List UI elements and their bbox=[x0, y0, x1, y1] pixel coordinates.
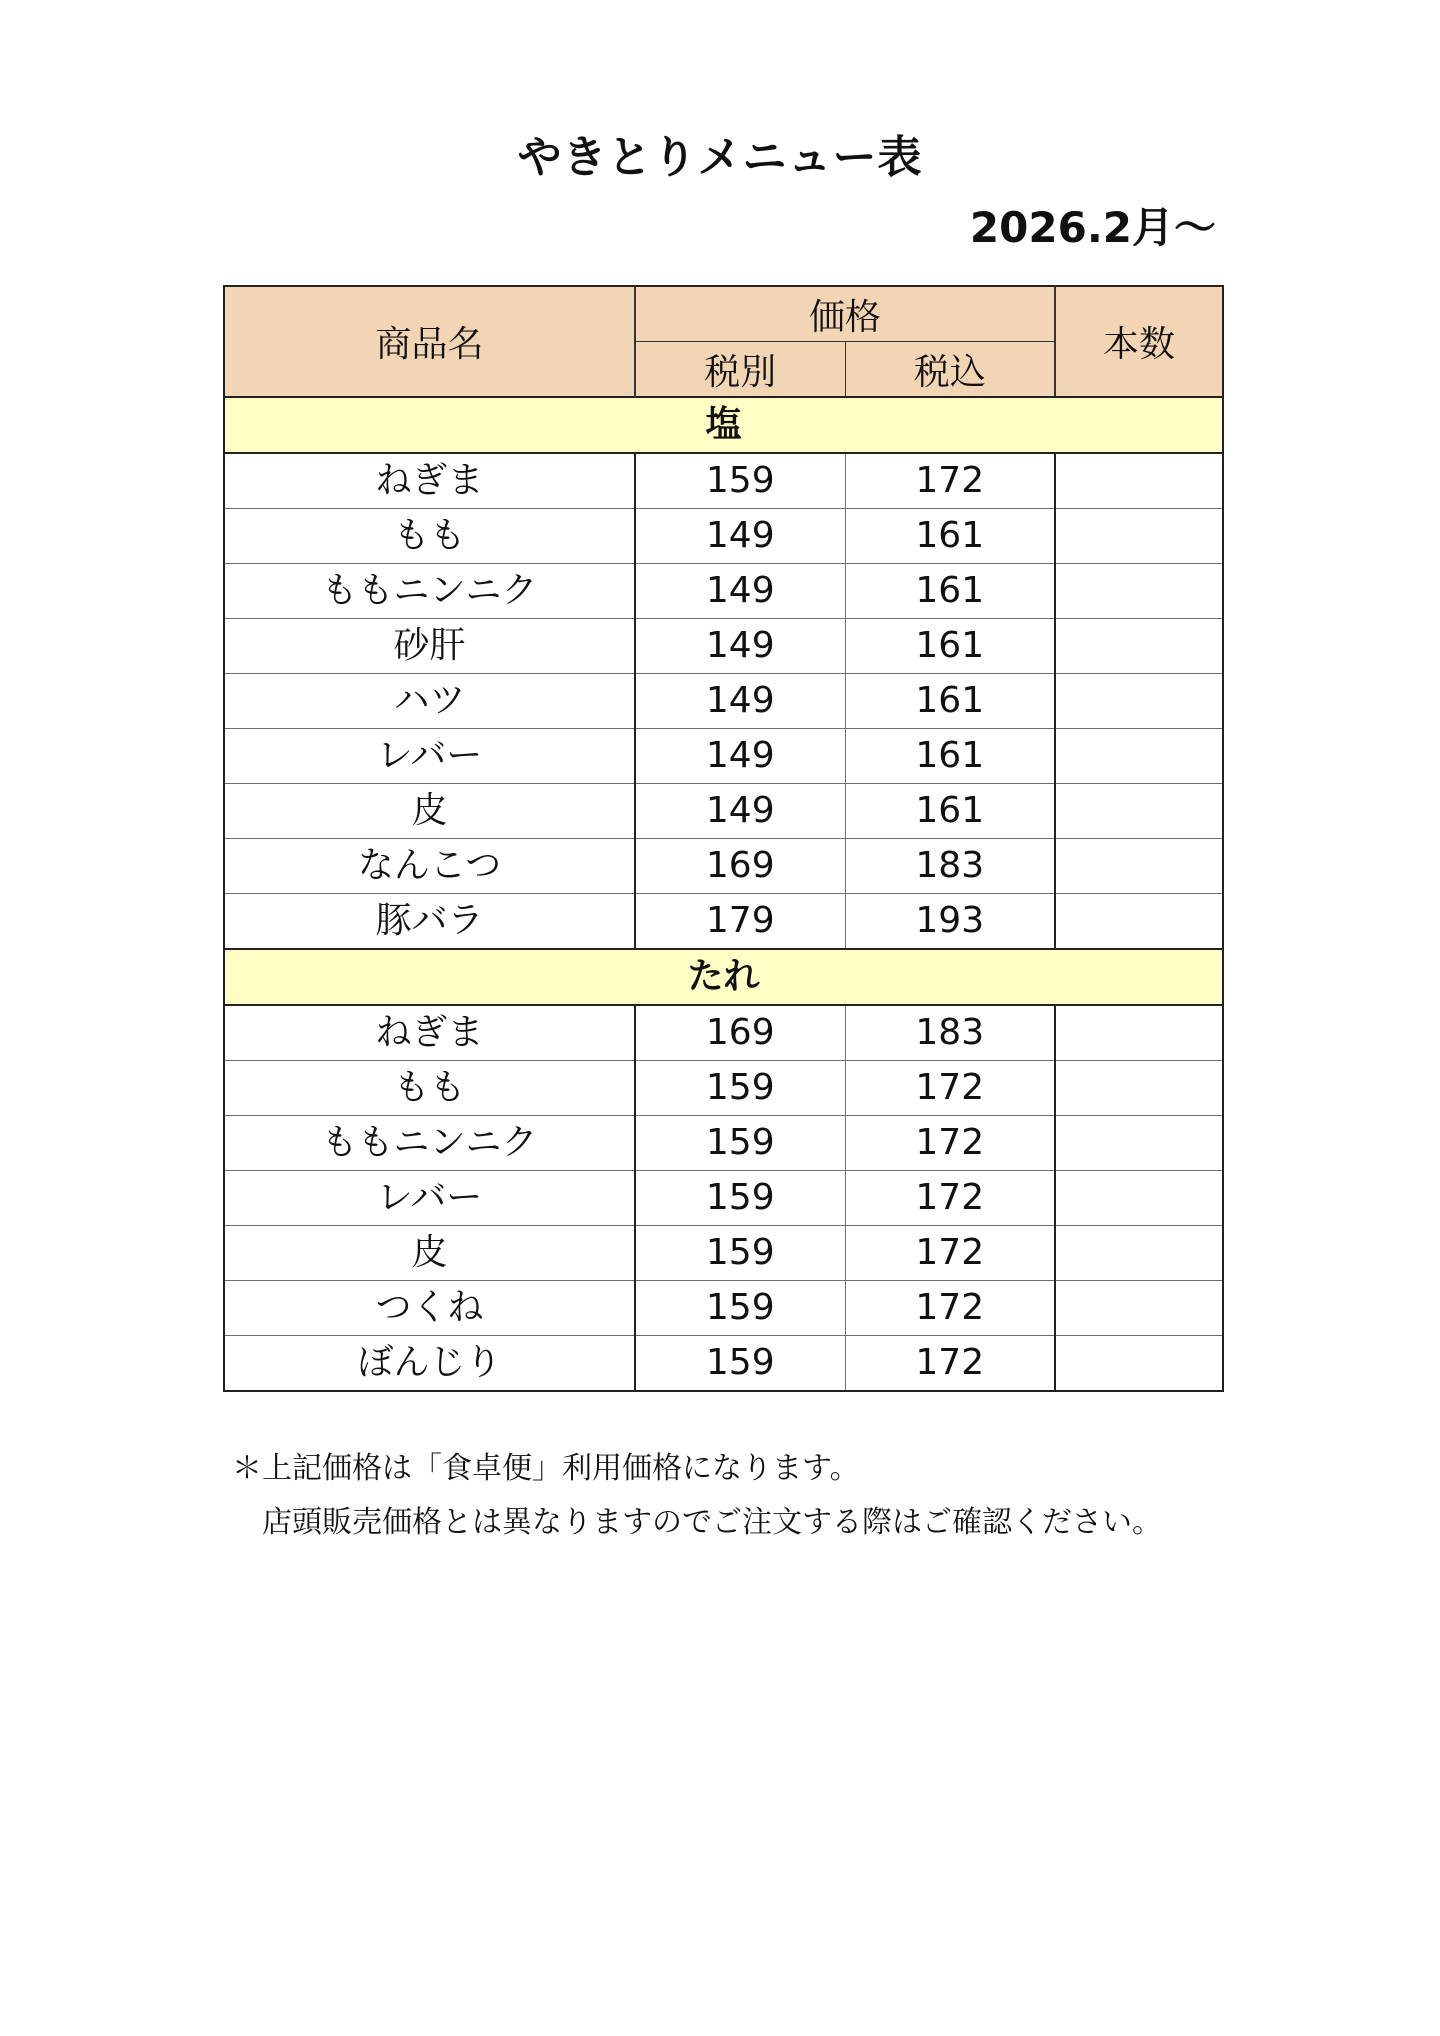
header-price: 価格 bbox=[635, 286, 1055, 342]
item-name-cell: ももニンニク bbox=[224, 1116, 635, 1171]
price-incl-cell: 161 bbox=[845, 564, 1055, 619]
count-cell[interactable] bbox=[1055, 1226, 1223, 1281]
item-name-cell: ハツ bbox=[224, 674, 635, 729]
table-row bbox=[224, 1336, 1223, 1392]
page-title: やきとりメニュー表 bbox=[517, 132, 923, 183]
price-excl-cell: 149 bbox=[635, 784, 845, 839]
item-name-cell: もも bbox=[224, 509, 635, 564]
table-row bbox=[224, 1116, 1223, 1171]
table-row bbox=[224, 674, 1223, 729]
count-cell[interactable] bbox=[1055, 839, 1223, 894]
price-excl-cell: 149 bbox=[635, 674, 845, 729]
table-row bbox=[224, 1005, 1223, 1061]
price-excl-cell: 159 bbox=[635, 1171, 845, 1226]
section-row bbox=[224, 949, 1223, 1005]
count-cell[interactable] bbox=[1055, 453, 1223, 509]
price-incl-cell: 172 bbox=[845, 1116, 1055, 1171]
count-cell[interactable] bbox=[1055, 729, 1223, 784]
price-incl-cell: 183 bbox=[845, 839, 1055, 894]
price-incl-cell: 172 bbox=[845, 1171, 1055, 1226]
count-cell[interactable] bbox=[1055, 509, 1223, 564]
table-row bbox=[224, 619, 1223, 674]
item-name-cell: ねぎま bbox=[224, 1005, 635, 1061]
table-row bbox=[224, 894, 1223, 950]
price-incl-cell: 193 bbox=[845, 894, 1055, 950]
price-incl-cell: 161 bbox=[845, 509, 1055, 564]
item-name-cell: 豚バラ bbox=[224, 894, 635, 950]
price-excl-cell: 169 bbox=[635, 1005, 845, 1061]
price-incl-cell: 172 bbox=[845, 1061, 1055, 1116]
section-label: 塩 bbox=[224, 397, 1223, 453]
item-name-cell: なんこつ bbox=[224, 839, 635, 894]
price-excl-cell: 159 bbox=[635, 453, 845, 509]
table-row bbox=[224, 453, 1223, 509]
table-row bbox=[224, 564, 1223, 619]
effective-date: 2026.2月～ bbox=[969, 203, 1216, 252]
count-cell[interactable] bbox=[1055, 674, 1223, 729]
item-name-cell: もも bbox=[224, 1061, 635, 1116]
item-name-cell: ねぎま bbox=[224, 453, 635, 509]
menu-body bbox=[224, 397, 1223, 1391]
note-line: ＊上記価格は「食卓便」利用価格になります。 bbox=[232, 1451, 860, 1486]
notes bbox=[232, 1442, 1232, 1550]
price-excl-cell: 169 bbox=[635, 839, 845, 894]
price-excl-cell: 149 bbox=[635, 729, 845, 784]
price-excl-cell: 159 bbox=[635, 1281, 845, 1336]
count-cell[interactable] bbox=[1055, 1116, 1223, 1171]
count-cell[interactable] bbox=[1055, 1281, 1223, 1336]
table-row bbox=[224, 1061, 1223, 1116]
item-name-cell: ももニンニク bbox=[224, 564, 635, 619]
price-incl-cell: 183 bbox=[845, 1005, 1055, 1061]
header-product-name: 商品名 bbox=[224, 286, 635, 397]
count-cell[interactable] bbox=[1055, 1171, 1223, 1226]
header-count: 本数 bbox=[1055, 286, 1223, 397]
count-cell[interactable] bbox=[1055, 894, 1223, 950]
item-name-cell: レバー bbox=[224, 1171, 635, 1226]
item-name-cell: レバー bbox=[224, 729, 635, 784]
count-cell[interactable] bbox=[1055, 784, 1223, 839]
price-excl-cell: 159 bbox=[635, 1116, 845, 1171]
count-cell[interactable] bbox=[1055, 1336, 1223, 1392]
count-cell[interactable] bbox=[1055, 619, 1223, 674]
price-incl-cell: 172 bbox=[845, 1336, 1055, 1392]
count-cell[interactable] bbox=[1055, 1061, 1223, 1116]
section-row bbox=[224, 397, 1223, 453]
price-incl-cell: 172 bbox=[845, 1281, 1055, 1336]
price-excl-cell: 159 bbox=[635, 1061, 845, 1116]
item-name-cell: 皮 bbox=[224, 784, 635, 839]
count-cell[interactable] bbox=[1055, 1005, 1223, 1061]
item-name-cell: ぼんじり bbox=[224, 1336, 635, 1392]
price-incl-cell: 161 bbox=[845, 674, 1055, 729]
table-row bbox=[224, 1226, 1223, 1281]
section-label: たれ bbox=[224, 949, 1223, 1005]
item-name-cell: つくね bbox=[224, 1281, 635, 1336]
price-excl-cell: 149 bbox=[635, 564, 845, 619]
price-incl-cell: 161 bbox=[845, 784, 1055, 839]
menu-table bbox=[223, 285, 1224, 1392]
header-incl-tax: 税込 bbox=[845, 342, 1055, 398]
table-row bbox=[224, 729, 1223, 784]
price-excl-cell: 149 bbox=[635, 509, 845, 564]
count-cell[interactable] bbox=[1055, 564, 1223, 619]
item-name-cell: 皮 bbox=[224, 1226, 635, 1281]
price-excl-cell: 159 bbox=[635, 1336, 845, 1392]
price-excl-cell: 159 bbox=[635, 1226, 845, 1281]
table-row bbox=[224, 509, 1223, 564]
price-excl-cell: 179 bbox=[635, 894, 845, 950]
table-row bbox=[224, 784, 1223, 839]
table-row bbox=[224, 1171, 1223, 1226]
item-name-cell: 砂肝 bbox=[224, 619, 635, 674]
price-incl-cell: 172 bbox=[845, 453, 1055, 509]
header-row bbox=[224, 286, 1223, 342]
table-row bbox=[224, 839, 1223, 894]
price-incl-cell: 161 bbox=[845, 619, 1055, 674]
price-incl-cell: 161 bbox=[845, 729, 1055, 784]
header-excl-tax: 税別 bbox=[635, 342, 845, 398]
price-incl-cell: 172 bbox=[845, 1226, 1055, 1281]
table-row bbox=[224, 1281, 1223, 1336]
note-line: 店頭販売価格とは異なりますのでご注文する際はご確認ください。 bbox=[262, 1505, 1162, 1540]
price-excl-cell: 149 bbox=[635, 619, 845, 674]
